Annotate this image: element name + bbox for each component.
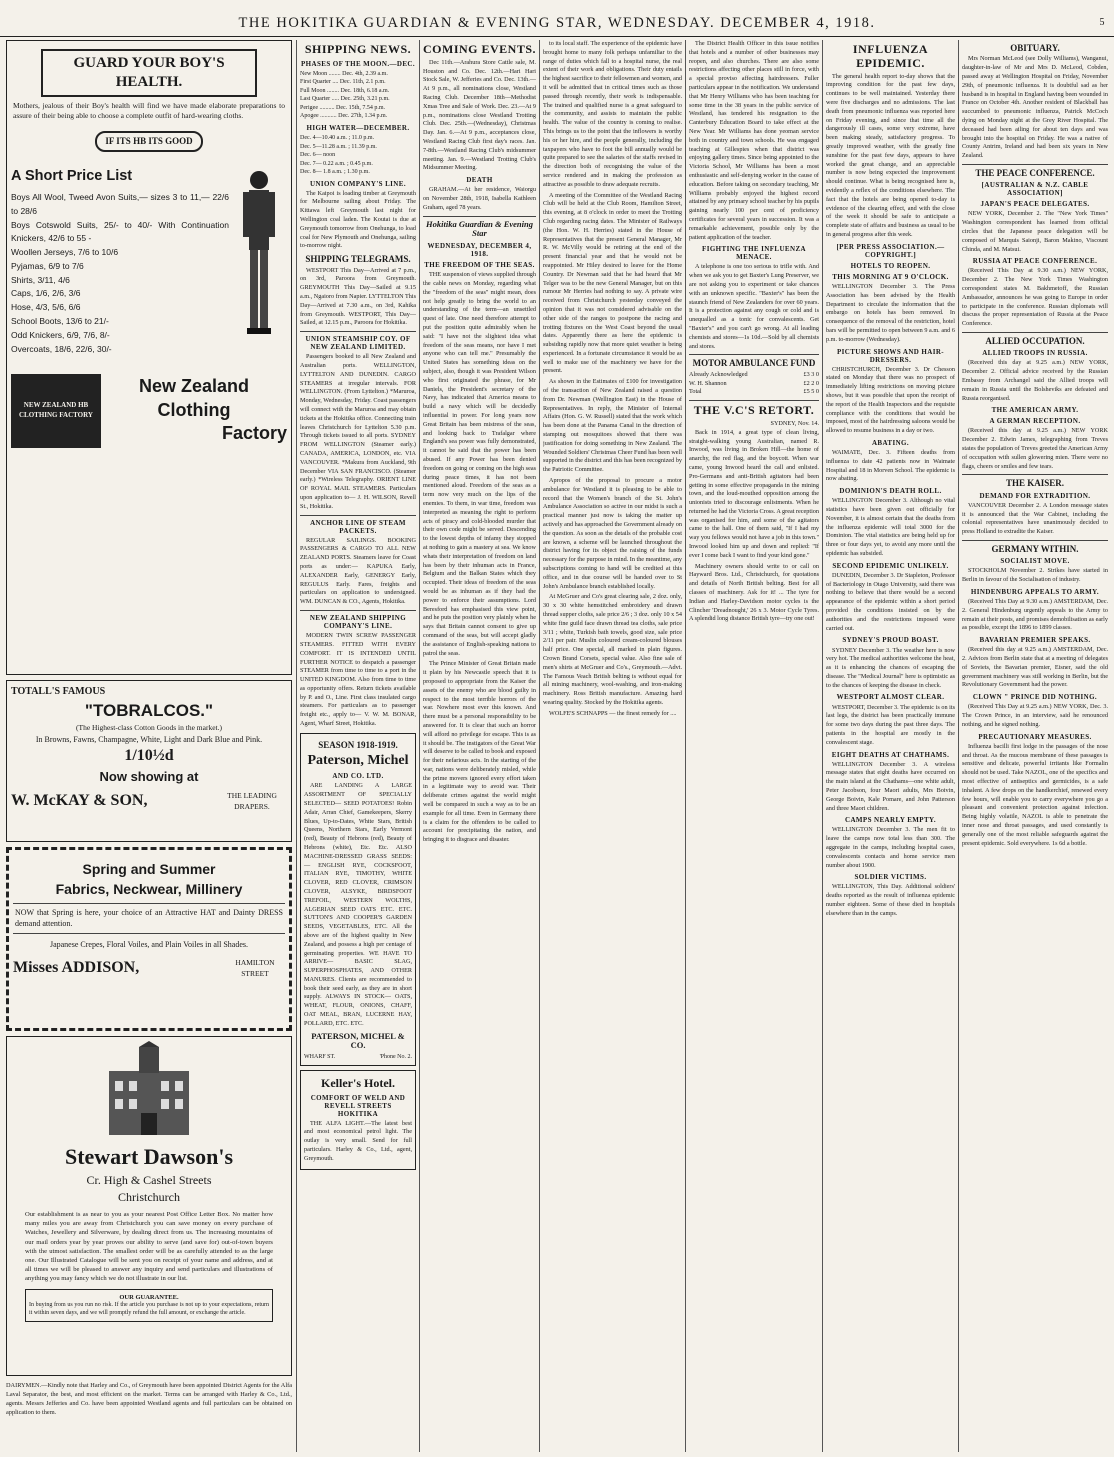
high-water	[300, 134, 416, 177]
article-text: ARE LANDING A LARGE ASSORTMENT OF SPECIALLY SELECTED— SEED POTATOES! Robin Adair, Arran Chief, Gamekeepers, Skerry Blues, Up-to-Dates, White Stars, British Queens, Northern Stars, Early Vermont (red), Beauty of Hebrons (red), Beauty of Hebrons (white), Etc. Etc. ALSO MACHINE-DRESSED GRASS SEEDS:— ENGLISH RYE, COCKSFOOT, ITALIAN RYE, TIMOTHY, WHITE CLOVER, RED CLOVER, CRIMSON CLOVER, ALSYKE, BIRDSFOOT TREFOIL, WESTERN WOLTHS, ALGERIAN SEED OATS ETC. ETC. SUTTON'S AND COOPER'S GARDEN SEEDS, VEGETABLES, ETC. All the above are of the highest quality in New Zealand, and possess a high per centage of germinating properties. WE HAVE TO ARRIVE— BASIC SLAG, SUPERPHOSPHATES, AND OTHER MANURES. Clients are recommended to book their seed early, as they are in short supply. ALWAYS IN STOCK— OATS, WHEAT, FLOUR, ONIONS, CHAFF, OAT MEAL, BRAN, LUCERNE HAY, POLLARD, ETC. ETC.	[304, 782, 412, 1027]
moon-phase-row: Last Quarter ..... Dec. 25th, 3.21 p.m.	[300, 96, 390, 103]
company-name: Paterson, Michel	[307, 753, 409, 769]
product-price: 1/10½d	[124, 747, 174, 765]
subsection-title: CAMPS NEARLY EMPTY.	[844, 816, 937, 825]
article-text: As shown in the Estimates of £100 for investigation of the transaction of New Zealand raised a question from Dr. Newman (Wellington East) in the House of Representatives. In reply, the Minister of Internal Affairs (Hon. G. W. Russell) stated that the work which has been done at the Panama Canal in the direction of stamping out mosquitoes showed that there was justification for doing something in New Zealand. The Wounded Soldiers' Christmas Cheer Fund has been well supported in the district and this has been recognized by the Patriotic Committee.	[543, 378, 682, 474]
ad-goods: Japanese Crepes, Floral Voiles, and Plain Voiles in all Shades.	[49, 940, 249, 950]
subsection-title: SECOND EPIDEMIC UNLIKELY.	[832, 561, 949, 570]
article-text: At McGruer and Co's great clearing sale, 2 doz. only, 30 x 30 white hemstitched embroidery and drawn thread supper cloths, sale price 2/6 ; 3 doz. only 10 x 54 white fine guild face drawn thread tea cloths, sale price 3/11 ; white, Turkish bath towels, good size, sale price 2/11 per pair. Muslin coloured cream-coloured blouses half price. One special, all marked in plain figures. Crown Brand Corsets, special value. Also fine sale of men's shirts at McGruer and Co's., Greymouth.—Advt. The Famous Veach British belting is without equal for all mining machinery, wool-washing, and iron-making machinery. Ross British manufacture. Amazing hard wearing quality. Stocked by the Hokitika agents.	[543, 593, 682, 706]
paper-name: THE HOKITIKA GUARDIAN & EVENING STAR,	[238, 15, 603, 31]
column-rule	[296, 40, 297, 1452]
company-phone: 'Phone No. 2.	[379, 1054, 412, 1061]
ad-body: Our establishment is as near to you as your nearest Post Office Letter Box. No matter how many miles you are away from Christchurch you can save money on every purchase of Watches, Jewellery and Silverware, by dealing direct from us. The increasing mountains of our mail orders year by year proves our ability to serve (and save for) out-of-town buyers with the utmost satisfaction. The smallest order will be as carefully attended to as the large one. Our Illustrated Catalogue will be sent you on receipt of your name and address, and at all times we will be pleased to answer any inquiry and send particulars and illustrations of anything you may fancy which we do not illustrate in our list.	[25, 1211, 273, 1282]
ad-kicker: TOTALL'S FAMOUS	[11, 686, 106, 697]
subsection-title: DEATH	[466, 176, 493, 185]
subsection-title: PRECAUTIONARY MEASURES.	[978, 732, 1092, 741]
article-text: NEW YORK, December 2. The "New York Times" Washington correspondent has learned from official circles that the Japanese peace delegation will be composed of Marquis Saionji, Baron Makino, Viscount Chinda, and M. Matsui.	[962, 210, 1108, 253]
subsection-title: SOCIALIST MOVE.	[1000, 557, 1070, 566]
article-text: WELLINGTON December 3. The men fit to leave the camps now total less than 300. The aggregate in the camps, including hospital cases, convalescents contacts and home service men number about 1900.	[826, 826, 955, 869]
article-text: WELLINGTON December 3. The Press Association has been advised by the Health Department to circulate the information that the embargo on hotels has been removed. In consequence of the removal of the restriction, hotel bars will be permitted to open between 9 a.m. and 6 p.m. to-morrow (Wednesday).	[826, 282, 955, 343]
article-text: Back in 1914, a great type of clean living, straight-walking young Australian, named R. Inwood, was living in Broken Hill—the home of anarchy, the red flag, and the boycott. When war came, young Inwood heard the call and enlisted. Pro-Germans and anti-British agitators had been getting in some effective propaganda in the mining town, and the loud-mouthed opposition among the unionists tried to discourage enlistments. When he returned he had the Victoria Cross. A great reception was organised for him, and some of the agitators came to the hall. One of them said, "If I had my way you fellows would not have a job in this town." Inwood looked him up and down and replied: "If ever I come back I want to find your kind gone."	[689, 428, 819, 559]
moon-phase-row: Full Moon ........ Dec. 18th, 6.18 a.m.	[300, 87, 390, 94]
fund-title: MOTOR AMBULANCE FUND	[692, 358, 816, 369]
price-list-item: Caps, 1/6, 2/6, 3/6	[11, 288, 81, 299]
section-title: INFLUENZA EPIDEMIC.	[852, 42, 929, 70]
high-water-row: Dec. 6— noon	[300, 152, 336, 159]
subsection-title: SOLDIER VICTIMS.	[854, 873, 927, 882]
price-list-item: Hose, 4/3, 5/6, 6/6	[11, 302, 81, 313]
subsection-title: ALLIED TROOPS IN RUSSIA.	[982, 349, 1088, 358]
article-text: The general health report to-day shows that the improving condition for the past few days, continues to be well maintained. Yesterday there were five discharges and no admissions. The last death from pneumonic influenza was reported here on Friday evening, and since that time all the dangerously ill cases, some very extreme, have been making steady, satisfactory progress. To greatly improved weather, with the greatly fine sunshine for the past few days, appears to have worked the great change, and an appreciable number is now being expected the improvement should continue. What is being recognised here is, evidently a reflex of the conditions elsewhere. The fact that the hotels are being opened to-day is evidence of the clearing effect, and with the close of the week it should be safe to anticipate a complete state of affairs and business as usual to be in general progress after this week.	[826, 72, 955, 238]
fund-row	[689, 380, 819, 389]
shipping-company-title: NEW ZEALAND SHIPPING COMPANY'S LINE.	[309, 614, 407, 631]
season-heading: SEASON 1918-1919.	[318, 739, 398, 750]
article-text: WAIMATE, Dec. 3. Fifteen deaths from influenza to date 42 patients now in Waimate Hospital and 18 in Morven School. The epidemic is now abating.	[826, 449, 955, 483]
subsection-title: RUSSIA AT PEACE CONFERENCE.	[972, 257, 1098, 266]
ad-body: NOW that Spring is here, your choice of an Attractive HAT and Dainty DRESS demand attention.	[15, 907, 283, 928]
moon-phase-row: Apogee ........... Dec. 27th, 1.34 p.m.	[300, 113, 388, 120]
article-text: WELLINGTON December 3. Although no vital statistics have been given out officially for November, it is almost certain that the deaths from the influenza epidemic will total 3000 for the Dominion. The vital statistics are being held up for three or four days yet, to avoid any more until the epidemic has subsided.	[826, 497, 955, 558]
fund-row-label: Already Acknowledged	[689, 370, 748, 378]
article-text: Machinery owners should write to or call on Hayward Bros. Ltd., Christchurch, for quotations and details of North British belting. Best for all classes of machinery. Ask for it! ... The tyre for Indian and Harley-Davidson motor cycles is the Clincher 'Dreadnought,' 26 x 3. Motor Cycle Tyres. A splendid long distance British tyre—try one out!	[689, 562, 819, 623]
column-events	[423, 40, 536, 1450]
section-title: THE PEACE CONFERENCE.	[975, 167, 1095, 178]
section-title: ALLIED OCCUPATION.	[985, 336, 1085, 346]
editorial-text: THE suspension of views supplied through the cable news on Monday, regarding what the "freedom of the seas" might mean, does not help greatly to bring the world to an understanding of the term—an unsettled quest of late. One need therefore attempt to put the position quite admirably when he said: "I have not the slightest idea what freedom of the seas means, nor have I met anyone who can tell me." Presumably the United States has something ideas on the subject, also, though it was President Wilson who first originated the phrase, for Mr Daniels, the President's secretary of the Navy, has indicated that America means to build a navy which will be decidedly influential in power. For long years now Great Britain has been mistress of the seas, and looking back to Trafalgar where England's sea power was fully demonstrated, it cannot be said that the power has been abused. If any Power has been denied freedom on going or coming on the high seas during peace times, it has not been mentioned aloud. Freedom of the seas as a term now very much on the lips of the enemies. To them, in war time, freedom was interpreted as meaning the right to perform acts of piracy and cold-blooded murder that their own code might be served. Descending to the lowest depths of infamy they stopped at nothing to gain a mastery at sea. We know whats their interpretation of freedom on land has been by their inhuman acts in France, Belgium and the Balkan States which they occupied. Their ideas of freedom of the seas would be as inhuman as if they had the power to enforce their assumptions. Lord Beresford has emphasised this view point, and he puts the position very plainly when he says that Britain cannot consent to give up command of the seas, but will accept gladly the assistance of English-speaking nations to patrol the seas.	[423, 271, 536, 657]
shipping-company-title: UNION STEAMSHIP COY. OF NEW ZEALAND LIMITED.	[305, 335, 411, 352]
subsection-title: CLOWN " PRINCE DID NOTHING.	[972, 693, 1098, 702]
hotel-name: Keller's Hotel.	[321, 1075, 395, 1090]
hotel-address: COMFORT OF WELD AND REVELL STREETS HOKITIKA	[310, 1093, 406, 1118]
building-illustration	[89, 1041, 209, 1137]
agency-line: [PER PRESS ASSOCIATION.—COPYRIGHT.]	[836, 242, 945, 259]
hb-badge: IF ITS HB ITS GOOD	[95, 131, 202, 152]
column-ads	[6, 40, 292, 1450]
shop-tagline: THE LEADING DRAPERS.	[227, 791, 277, 811]
article-text: (Received This Day at 9.30 a.m.) NEW YORK, December 2. The New York Times Washington correspondent states M. Bakhmetoff, the Russian Ambassador, announces he was going to Europe in order to participate in the conference. Russian diplomats will discuss the proper representation of Russia at the Peace Conference.	[962, 267, 1108, 328]
price-list-item: Pyjamas, 6/9 to 7/6	[11, 260, 84, 271]
issue-day: WEDNESDAY.	[607, 15, 716, 31]
high-water-row: Dec. 5—11.28 a.m. ; 11.39 p.m.	[300, 143, 377, 150]
ad-headline: Spring and Summer	[82, 861, 216, 877]
subsection-title: ABATING.	[871, 438, 910, 447]
section-title: THE KAISER.	[1005, 478, 1065, 489]
article-text: (Received this day at 9.25 a.m.) AMSTERDAM, Dec. 2. Advices from Berlin state that at a meeting of delegates of Soviets, the Bavarian premier, Eisner, said the old government machinery was still working in Berlin, but the Revolutionary Government had the power.	[962, 646, 1108, 689]
death-notice: GRAHAM.—At her residence, Waiorgu on November 28th, 1918, Isabella Kathleen Graham, aged 78 years.	[423, 186, 536, 211]
subsection-title: FIGHTING THE INFLUENZA MENACE.	[702, 245, 806, 262]
guarantee-text: In buying from us you run no risk. If the article you purchase is not up to your expectations, return it within seven days, and we will promptly refund the full amount, or exchange the article.	[29, 1302, 269, 1317]
article-text: Dec 11th.—Arahura Store Cattle sale, M. Houston and Co. Dec. 12th.—Hari Hari Stock Sale, W. Jefferies and Co. Dec. 13th.—At 9 p.m., all nominations close, Westland Racing Club. December 18th—Methodist Xmas Tree and Sale of Work. Dec. 23.—At 9 p.m., nominations close Westland Trotting Club. Dec. 25th.—(Wednesday), Christmas Day. Jan. 6.—At 9 p.m., acceptances close, Westland Racing Club first day's races. Jan. 7-8th.—Westland Racing Club's midsummer meeting. Jan. 9.—Westland Trotting Club's Midsummer Meeting.	[423, 58, 536, 172]
fund-row-amount: £2 2 0	[803, 379, 819, 387]
column-shipping	[300, 40, 416, 1450]
subsection-title: SYDNEY'S PROUD BOAST.	[842, 636, 939, 645]
article-text: MODERN TWIN SCREW PASSENGER STEAMERS. FITTED WITH EVERY COMFORT. IT IS INTENDED UNTIL FURTHER NOTICE to despatch a passenger STEAMER from time to time to a port in the UNITED KINGDOM. Also from time to time as opportunity offers. Return tickets available by P. and O., Line. First class insulated cargo steamers. For particulars as to passenger freight etc., apply to— V. W. M. BONAR, Agent, Wharf Street, Hokitika.	[300, 632, 416, 728]
fund-table	[689, 371, 819, 397]
article-text: Passengers booked to all New Zealand and Australian ports. WELLINGTON, LYTTELTON AND DUNEDIN. CARGO STEAMERS at irregular intervals. FOR WELLINGTON. (From Lyttelton.) *Maruroa, Monday, Wednesday, Friday. Coast passengers will connect with the Maruroa and may obtain tickets at the Hokitika office. Connecting train leaves Christchurch for Lyttelton 5.30 p.m. Through tickets issued to all ports. SYDNEY FROM WELLINGTON (Steamer early.) CANADA, AMERICA, LONDON, etc. VIA VANCOUVER. *Makura from Auckland, 9th December VIA SAN FRANCISCO. (Steamer early.) *Wireless Telegraphy. ORIENT LINE OF ROYAL MAIL STEAMERS. Particulars upon application to— J. H. WILSON, Revell St., Hokitika.	[300, 353, 416, 510]
subsection-title: EIGHT DEATHS AT CHATHAMS.	[831, 750, 950, 759]
article-text: The District Health Officer in this issue notifies that hotels and a number of other businesses may reopen, and also churches. There are also some restrictions affecting other places still in force, with a special proviso affecting hairdressers. Fuller particulars appear in the notification. We understand that Mr Henry Williams who has been teaching for some time in the 38 years in the public service of Westland, has tendered his resignation to the Canterbury Education Board to take effect at the New Year. Mr Williams has done yeoman service both in country and town schools. He was engaged teaching at Gillespies when that district was enjoying gallery times. Since being appointed to the Victoria School, Mr Williams has been a most enthusiastic and self-denying worker in the cause of education. Before taking on secondary teaching, Mr Williams probably enjoyed the highest record attained by any primary school teacher by his pupils gaining nearly 100 per cent of proficiency certificates for several years in succession. It was a remarkable achievement, possible only by the patient application of the teacher.	[689, 40, 819, 241]
shop-name: Misses ADDISON,	[13, 959, 140, 977]
article-text: A telephone is one too serious to trifle with. And when we ask you to get Baxter's Lung Preserver, we are not asking you to experiment or take chances with an unknown specific. "Baxter's" has been the staunch friend of New Zealanders for over 60 years. It is a protection against any cough or cold and is unequalled as a tonic for convalescents. Get "Baxter's" and you can't go wrong. At all leading chemists and stores—1s 10d.—Sold by all chemists and stores.	[689, 263, 819, 350]
high-water-row: Dec. 7— 0.22 a.m. ; 0.45 p.m.	[300, 160, 373, 167]
product-name: "TOBRALCOS."	[84, 701, 214, 721]
shop-city: Christchurch	[118, 1190, 180, 1205]
column-rule	[539, 40, 540, 1452]
ad-headline: GUARD YOUR BOY'S HEALTH.	[41, 49, 257, 97]
article-text: REGULAR SAILINGS. BOOKING PASSENGERS & CARGO TO ALL NEW ZEALAND PORTS. Steamers leave for Coast ports as under:— KAPUKA Early, ALEXANDER Early, GENERGY Early, REGULUS Early. Fares, freights and particulars on application to undersigned. WM. DUNCAN & CO., Agents, Hokitika.	[300, 536, 416, 606]
article-text: THE ALFA LIGHT.—The latest best and most economical petrol light. The outlay is very small. Send for full particulars. Harley & Co., Ltd., agent, Greymouth.	[304, 1119, 412, 1162]
showing-line: Now showing at	[99, 769, 199, 785]
agency-line: [AUSTRALIAN & N.Z. CABLE ASSOCIATION]	[981, 181, 1089, 198]
company-footer: PATERSON, MICHEL & CO.	[311, 1030, 405, 1051]
subsection-title: HINDENBURG APPEALS TO ARMY.	[970, 588, 1100, 597]
section-title: THE V.C'S RETORT.	[693, 403, 815, 418]
subsection-title: DOMINION'S DEATH ROLL.	[839, 487, 942, 496]
article-text: DUNEDIN, December 3. Dr Stapleton, Professor of Bacteriology in Otago University, said there was nothing to believe that there would be a second appearance of the epidemic within a short period provided the conditions insisted on by the authorities and the restrictions imposed were carried out.	[826, 571, 955, 632]
tobralcos-ad	[6, 680, 292, 842]
subsection-title: JAPAN'S PEACE DELEGATES.	[980, 200, 1090, 209]
article-text: WESTPORT This Day—Arrived at 7 p.m., on 3rd, Paroora from Greymouth. GREYMOUTH This Day—Sailed at 9.15 a.m., Ngaioro from Napier. LYTTELTON This Day—Arrived at 7.30 a.m., on 3rd, Kahika from Greymouth. WESTPORT, This Day—Sailed, at 12.15 p.m., Paroora for Hokitika.	[300, 266, 416, 327]
fund-row	[689, 371, 819, 380]
high-water-row: Dec. 4—10.40 a.m. ; 11.0 p.m.	[300, 134, 375, 141]
ad-intro: Mothers, jealous of their Boy's health will find we have made elaborate preparations to assure of their being able to choose a complete outfit of hard-wearing cloths.	[13, 100, 285, 120]
fund-row-label: Total	[689, 388, 702, 396]
column-rule	[419, 40, 420, 1452]
section-title: COMING EVENTS.	[423, 42, 536, 56]
article-text: VANCOUVER December 2. A London message states it is announced that the War Cabinet, including the colonial representatives have unanimously decided to press Holland to extradite the Kaiser.	[962, 501, 1108, 536]
shipping-company-title: ANCHOR LINE OF STEAM PACKETS.	[310, 518, 406, 535]
fund-row	[689, 388, 819, 397]
column-rule	[822, 40, 823, 1452]
article-text: (Received This Day at 9.30 a.m.) AMSTERDAM, Dec. 2. General Hindenburg urgently appeals to the Army to remain at their posts, and promises demobilisation as early as possible, except the 1896 to 1899 classes.	[962, 598, 1108, 632]
product-colors: In Browns, Fawns, Champagne, White, Light and Dark Blue and Pink.	[35, 734, 263, 744]
price-list-title: A Short Price List	[11, 167, 133, 184]
article-text: to its local staff. The experience of the epidemic have brought home to many folk perhaps unfamiliar to the range of duties which fall to a hospital nurse, the real extent of their work and obligations. Their duty entails the highest sacrifice to their fellowmen and women, and it will be admitted that in critical times such as those passed through recently, their work is indispensable. The trained and qualified nurse is a great safeguard to the community, and assists to maintain the public health. The value of the country is coming to realise. This brings us to the point that the inflowers is worthy his or her hire, and the people generally, including the taxpayers who have to foot the bill annually would be quite prepared to see the salaries of the staffs revised in the direction both of recognising the value of the service rendered and in making the profession as attractive as possible to draw adequate recruits.	[543, 40, 682, 188]
issue-date: DECEMBER 4, 1918.	[720, 15, 876, 31]
article-text: CHRISTCHURCH, December 3. Dr Chesson stated on Monday that there was no prospect of immediately lifting restrictions on moving picture shows, but it was possible that upon the receipt of the report of the Health Inspectors and the requisite compliance with the conditions that would be imposed, most of the hairdressing saloons would be allowed to resume business in a day or two.	[826, 365, 955, 435]
article-text: A meeting of the Committee of the Westland Racing Club will be held at the Club Room, Hamilton Street, this evening, at 8 o'clock in order to meet the Trotting Club regarding racing dates. The Minister of Railways (the Hon. W. H. Herries) stated in the House of Representatives that the present General Manager, Mr R. W. McVilly would be retiring at the end of the present financial year and that he would not be reappointed. Mr Hiley desired to leave for the Home Country. Dr Newman said that he had heard that Mr Telger was to be the new General Manager, but on this rumour Mr Herries had nothing to say. A private wire received from Christchurch yesterday conveyed the opinion that it was not considered advisable on the other side of the ranges to postpone the racing and trotting fixtures on the West Coast beyond the usual dates. Apparently there as here the epidemic is subsiding rapidly now that more quiet weather is being experienced. In a fortunate circumstance it would be as well to make use of the machinery we have for the present.	[543, 191, 682, 375]
editorial-title: THE FREEDOM OF THE SEAS.	[424, 261, 535, 270]
section-title: OBITUARY.	[1010, 43, 1060, 53]
subsection-subtitle: A GERMAN RECEPTION.	[989, 417, 1081, 426]
boy-illustration	[229, 162, 287, 362]
section-title: SHIPPING NEWS.	[304, 42, 412, 56]
article-text: WOLFE'S SCHNAPPS — the finest remedy for ....	[549, 709, 677, 717]
price-list-item: Woollen Jerseys, 7/6 to 10/6	[11, 247, 119, 258]
article-text: STOCKHOLM November 2. Strikes have started in Berlin in favour of the Socialisation of industry.	[962, 567, 1108, 584]
price-list-item: Overcoats, 18/6, 22/6, 30/-	[11, 343, 112, 354]
article-text: Mrs Norman McLeod (see Dolly Williams), Wanganui, daughter-in-law of Mr and Mrs D. McLeod, Cobden, passed away at Wellington Hospital on Friday, November 29th, of pneumonic influenza. It is doubtful sad as her husband is in hospital in England having been wounded in France on October 4th. Another resident of Blackball has succumbed to pneumonic influenza, Patrick McCoch dying on Monday night at the Grey River Hospital. The deceased had been ailing for about ten days and was brought into the hospital on Friday. He was a native of County Antrim, Ireland and had been six years in New Zealand.	[962, 55, 1108, 160]
dairymen-notice: DAIRYMEN.—Kindly note that Harley and Co., of Greymouth have been appointed District Agents for the Alfa Laval Separator, the best, and most efficient on the market. Terms can be arranged with Harley & Co., Ltd., agents. Messrs Jefferies and Co. have been appointed Westland agents and full particulars can be obtained on application to them.	[6, 1382, 292, 1417]
subsection-title: BAVARIAN PREMIER SPEAKS.	[979, 636, 1091, 645]
subsection-subtitle: THIS MORNING AT 9 O'CLOCK.	[832, 272, 949, 281]
factory-line: New Zealand	[138, 376, 250, 397]
section-title: GERMANY WITHIN.	[991, 544, 1079, 555]
product-note: (The Highest-class Cotton Goods in the market.)	[75, 723, 222, 733]
article-text: (Received this day at 9.25 a.m.) NEW YORK, December 2. Official advice received by the Russian Embassy from Archangel said the Allied troops will remain in Russia until the Bolsheviks are defeated and Russia reorganised.	[962, 359, 1108, 402]
stewart-dawson-ad	[6, 1036, 292, 1376]
fund-row-amount: £5 5 0	[803, 388, 819, 396]
company-suffix: AND CO. LTD.	[332, 772, 384, 781]
subsection-title: PHASES OF THE MOON.—DEC.	[300, 59, 416, 68]
editorial-text: The Prince Minister of Great Britain made it plain by his Newcastle speech that it is proposed to appropriate from the Kaiser the assets of the enemy who are blood guilty in respect to the most terrible horrors of the war. Nowhere most ever this known. And there must be a personal responsibility to be answered for. It is clear that such an horror will afford no privilege for escape. This is as it should be. The instigators of the Great War will deserve to be called to book and exposed for their nefarious acts. In the starting of the war, nations were deliberately misled, while the prime movers ignored every effort taken in a legitimate way to avoid war. Their deliberate crimes against the world might well be compared in such a way as to be an example for all time. Even in Germany there is a claim for the offenders to be called to account for precipitating the nation, and bringing it to disgrace and disaster.	[423, 660, 536, 844]
subsection-title: WESTPORT ALMOST CLEAR.	[836, 693, 945, 702]
hb-boys-ad	[6, 40, 292, 675]
factory-line: Factory	[221, 423, 287, 444]
subsection-title: PICTURE SHOWS AND HAIR-DRESSERS.	[836, 347, 945, 364]
fund-row-label: W. H. Shannon	[689, 379, 727, 387]
ad-subheadline: Fabrics, Neckwear, Millinery	[55, 880, 243, 897]
dateline: SYDNEY, Nov. 14.	[770, 419, 819, 427]
factory-line: Clothing	[157, 399, 231, 420]
guarantee-title: OUR GUARANTEE.	[119, 1294, 179, 1302]
ad-headline: Stewart Dawson's	[64, 1144, 234, 1169]
column-influenza	[826, 40, 955, 1450]
section-title: SHIPPING TELEGRAMS.	[305, 254, 411, 265]
article-text: Apropos of the proposal to procure a motor ambulance for Westland it is pleasing to be able to record that the Women's branch of the St. John's Ambulance Association so active in our midst is such a practical manner just now is taking the matter up actively and has approached the Government already on the question. As soon as the details of the probable cost are known, a scheme will be launched throughout the district having for its object the raising of the funds necessary for the purpose in mind. In the meantime, any subscriptions coming to hand will be credited at this office, and in due course will be handed over to St John's Ambulance branch established locally.	[543, 477, 682, 590]
article-text: SYDNEY December 3. The weather here is now very hot. The medical authorities welcome the heat, as it is enhancing the chances of escaping the disease. The "Medical Journal" here is optimistic as to the chances of keeping the disease in check.	[826, 646, 955, 689]
column-rule	[685, 40, 686, 1452]
subsection-title: HOTELS TO REOPEN.	[850, 261, 931, 270]
moon-phase-row: Perigee .......... Dec. 15th, 7.54 p.m.	[300, 104, 385, 111]
article-text: (Received This Day at 9.25 a.m.) NEW YORK, Dec. 3. The Crown Prince, in an interview, said he renounced nothing, and he signed nothing.	[962, 703, 1108, 728]
price-list-item: Boys Cotswold Suits, 25/- to 40/- With Continuation Knickers, 42/6 to 55 -	[11, 219, 229, 244]
article-text: (Received this day at 9.25 a.m.) NEW YORK December 2. Edwin James, telegraphing from Treves states the population of Treves greeted the American Army of occupation with sullen glowering mien. There were no flags, cheers or smiles and few tears.	[962, 427, 1108, 470]
column-cables	[962, 40, 1108, 1450]
moon-phase-row: First Quarter .... Dec. 11th, 2.1 p.m.	[300, 79, 386, 86]
article-text: WELLINGTON December 3. A wireless message states that eight deaths have occurred on the main island at the Chathams—one white adult, Peter Jacobson, four Maori adults, Mrs Boivin, George Boivin, Kale Pomare, and John Patterson and three Maori children.	[826, 760, 955, 812]
shop-street: HAMILTON STREET	[235, 957, 275, 978]
hb-factory-logo: NEW ZEALAND HB CLOTHING FACTORY	[11, 374, 101, 448]
subsection-title: HIGH WATER—DECEMBER.	[306, 123, 410, 132]
high-water-row: Dec. 8— 1.8 a.m. ; 1.30 p.m.	[300, 169, 370, 176]
article-text: Influenza bacilli first lodge in the passages of the nose and throat. As the mucous membrane of these passages is sensitive and delicate, powerful irritants like Formalin should not be used. Take NAZOL, one of the specifics and most effective of antiseptics and germicides, is a safe inhalent. A few drops on the handkerchief, renewed every few hours, will enable you to carry everywhere you go a pleasant and convenient protection against infection. Being highly volatile, NAZOL is able to penetrate the inner nose and throat passages, and used constantly is generally one of the most reliable safeguards against the present epidemic. Sold everywhere. 1s 6d a bottle.	[962, 742, 1108, 847]
fund-row-amount: £3 3 0	[803, 370, 819, 378]
subsection-title: UNION COMPANY'S LINE.	[310, 179, 406, 188]
article-text: The Kaipoi is loading timber at Greymouth for Melbourne sailing about Friday. The Kittawa left Greymouth last night for Wellington coal laden. The Koutai is due at Greymouth tomorrow from Onehunga, to load coal for New Plymouth and Onehunga, sailing to-morrow night.	[300, 189, 416, 250]
column-rule	[958, 40, 959, 1452]
price-list-item: Shirts, 3/11, 4/6	[11, 274, 70, 285]
shop-address: Cr. High & Cashel Streets	[86, 1173, 212, 1188]
page-number: 5	[1099, 17, 1106, 28]
moon-phase-row: New Moon ........ Dec. 4th, 2.39 a.m.	[300, 70, 388, 77]
company-address: WHARF ST.	[304, 1054, 336, 1061]
masthead	[0, 10, 1114, 37]
price-list-item: Boys All Wool, Tweed Avon Suits,— sizes 3 to 11,— 22/6 to 28/6	[11, 192, 229, 216]
price-list-item: School Boots, 13/6 to 21/-	[11, 315, 109, 326]
column-local	[543, 40, 682, 1450]
addison-ad	[6, 847, 292, 1031]
price-list-item: Odd Knickers, 6/9, 7/6, 8/-	[11, 329, 110, 340]
editorial-date: WEDNESDAY, DECEMBER 4, 1918.	[427, 242, 532, 259]
subsection-title: THE AMERICAN ARMY.	[991, 406, 1079, 415]
article-text: WESTPORT, December 3. The epidemic is on its last legs, the district has been practically immune for some two days during the past three days. The patients in the hospital are mostly in the convalescent stage.	[826, 703, 955, 746]
editorial-flag: Hokitika Guardian & Evening Star	[426, 218, 533, 239]
column-local-2	[689, 40, 819, 1450]
moon-phases	[300, 70, 416, 121]
shop-name: W. McKAY & SON,	[11, 792, 148, 810]
article-text: WELLINGTON, This Day. Additional soldiers' deaths reported as the result of influenza epidemic number eighteen. Some of these died in hospitals elsewhere than in the camps.	[826, 883, 955, 917]
price-list	[11, 191, 229, 356]
subsection-title: DEMAND FOR EXTRADITION.	[979, 491, 1091, 500]
